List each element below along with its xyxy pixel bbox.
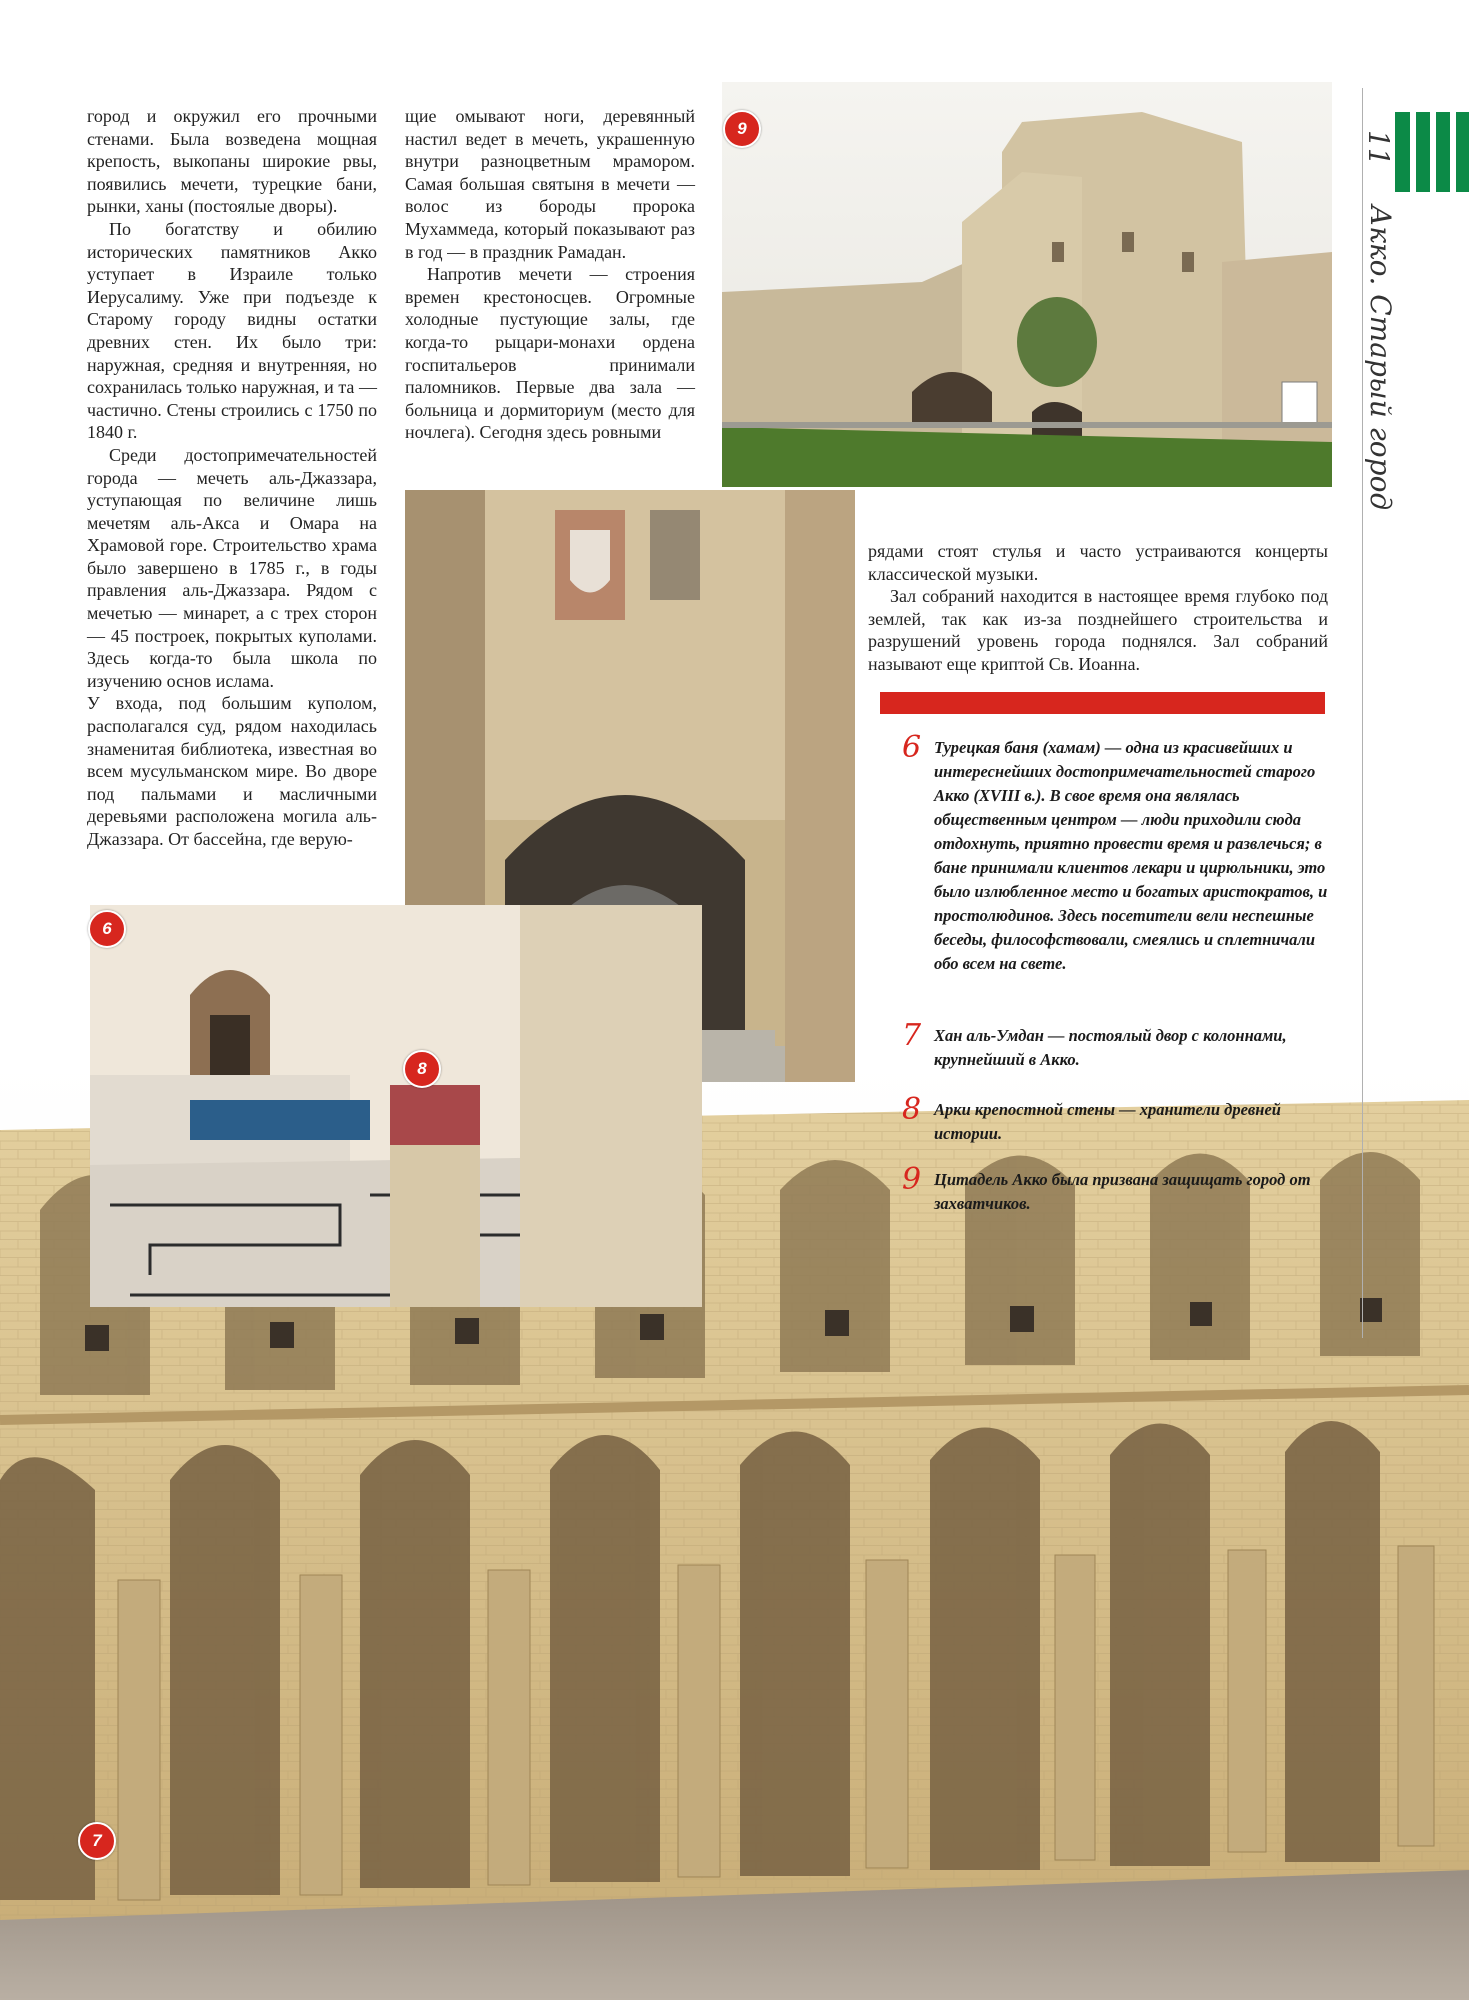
caption-number: 8 [902,1092,922,1127]
caption-9 [902,1162,1329,1216]
page-number: 11 [1362,130,1395,166]
photo-marker-8: 8 [403,1050,441,1088]
section-tab [1450,112,1456,192]
article-paragraph: Зал собраний находится в настоящее время глубоко под землей, так как из-за позднейшего строительства и разрушений уровень города поднялся. Зал собраний называют еще криптой Св. Иоанна. [868,586,1328,674]
photo-marker-9: 9 [723,110,761,148]
caption-number: 7 [902,1018,922,1053]
hammam-photo [90,905,702,1307]
article-paragraph: По богатству и обилию исторических памятников Акко уступает в Израиле только Иерусалиму. Уже при подъезде к Старому городу видны остатки древних стен. Их было три: наружная, средняя и внутренняя, но сохранилась только наружная, и та — частично. Стены строились с 1750 по 1840 г. [87,218,377,443]
running-title: Акко. Старый город [1364,205,1397,511]
section-tab [1430,112,1436,192]
page-edge-rule [1362,88,1363,1338]
article-paragraph: щие омывают ноги, деревянный настил ведет в мечеть, украшенную внутри разноцветным мрамором. Самая большая святыня в мечети — волос из бороды пророка Мухаммеда, который показывают раз в год — в праздник Рамадан. [405,106,695,262]
caption-number: 9 [902,1162,922,1197]
article-column-2 [405,105,695,444]
photo-marker-6: 6 [88,910,126,948]
caption-6 [902,730,1329,976]
caption-number: 6 [902,730,922,765]
article-paragraph: город и окружил его прочными стенами. Была возведена мощная крепость, выкопаны широкие рвы, появились мечети, турецкие бани, рынки, ханы (постоялые дворы). [87,106,377,217]
photo-marker-7: 7 [78,1822,116,1860]
article-paragraph: Напротив мечети — строения времен крестоносцев. Огромные холодные пустующие залы, где когда-то рыцари-монахи ордена госпитальеров принимали паломников. Первые два зала — больница и дормиториум (место для ночлега). Сегодня здесь ровными [405,264,695,443]
caption-text: Цитадель Акко была призвана защищать город от захватчиков. [934,1170,1311,1213]
caption-text: Хан аль-Умдан — постоялый двор с колоннами, крупнейший в Акко. [934,1026,1287,1069]
section-divider [880,692,1325,714]
caption-7 [902,1018,1329,1072]
citadel-photo [722,82,1332,487]
article-paragraph: Среди достопримечательностей города — мечеть аль-Джаззара, уступающая по величине лишь мечетям аль-Акса и Омара на Храмовой горе. Строительство храма было завершено в 1785 г., в годы правления аль-Джаззара. Рядом с мечетью — минарет, а с трех сторон — 45 построек, покрытых куполами. Здесь когда-то была школа по изучению основ ислама. [87,444,377,691]
caption-8 [902,1092,1329,1146]
article-column-3 [868,540,1328,676]
caption-text: Турецкая баня (хамам) — одна из красивейших и интереснейших достопримечательностей старого Акко (XVIII в.). В свое время она являлась общественным центром — люди приходили сюда отдохнуть, приятно провести время и развлечься; в бане принимали клиентов лекари и цирюльники, это было излюбленное место и богатых аристократов, и простолюдинов. Здесь посетители вели неспешные беседы, философствовали, смеялись и сплетничали обо всем на свете. [934,738,1328,973]
article-paragraph: рядами стоят стулья и часто устраиваются концерты классической музыки. [868,541,1328,584]
caption-text: Арки крепостной стены — хранители древней истории. [934,1100,1281,1143]
section-tab [1410,112,1416,192]
article-paragraph: У входа, под большим куполом, располагался суд, рядом находилась знаменитая библиотека, известная во всем мусульманском мире. Во дворе под пальмами и масличными деревьями расположена могила аль-Джаззара. От бассейна, где верую- [87,693,377,849]
article-column-1 [87,105,377,851]
